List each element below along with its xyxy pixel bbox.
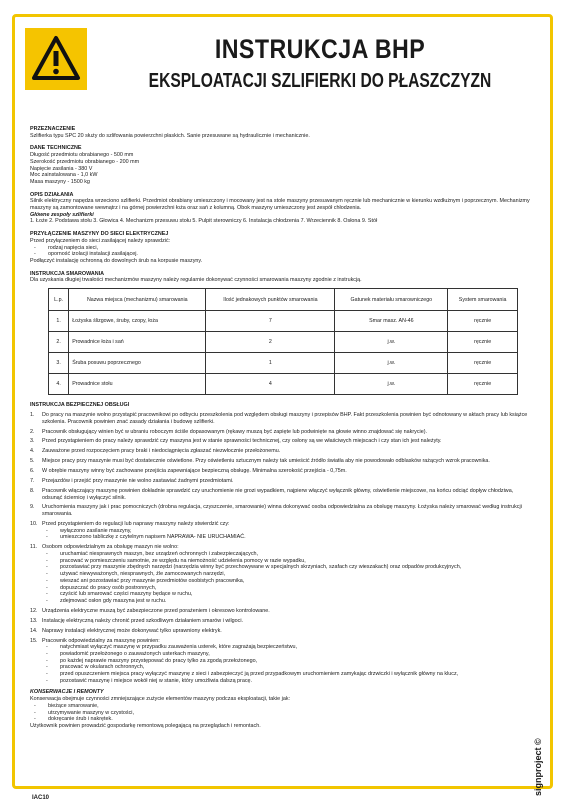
item-number: 14. [30,627,38,634]
table-cell: ręcznie [448,353,518,374]
safety-item [30,488,530,501]
item-number: 13. [30,617,38,624]
dash-marker: - [46,657,48,664]
spec-line: Długość przedmiotu obrabianego - 500 mm [30,152,134,159]
dash-marker: - [46,584,48,591]
table-cell: 2. [49,332,69,353]
dash-marker: - [34,244,36,251]
item-text: Miejsce pracy przy maszynie musi być dostatecznie oświetlone. Przy oświetleniu sztucznym należy tak umieścić źródło światła aby nie powodowało odblasków rażących wzrok pracownika. [42,458,490,465]
item-number: 11. [30,544,38,551]
section-heading: PRZEZNACZENIE [30,126,76,132]
item-body [42,488,530,501]
table-cell: j.w. [335,332,448,353]
dash-item-text: pozostawić maszynę i miejsce wokół niej w stanie, który umożliwia dalszą pracę. [60,677,253,684]
table-cell: 4 [206,374,335,395]
document-body [30,123,530,730]
safety-item [30,458,530,465]
table-row [49,374,518,395]
table-cell: j.w. [335,353,448,374]
section-heading: PRZYŁĄCZENIE MASZYNY DO SIECI ELEKTRYCZNEJ [30,231,169,238]
item-body [42,429,530,436]
item-number: 12. [30,607,38,614]
item-number: 15. [30,637,38,644]
safety-item [30,618,530,625]
dash-marker: - [46,577,48,584]
dash-item-text: dokręcanie śrub i nakrętek. [48,716,113,723]
section-heading: INSTRUKCJA BEZPIECZNEJ OBSŁUGI [30,402,130,409]
brand-mark [532,705,544,795]
dash-item [42,678,530,685]
table-row [49,332,518,353]
dash-item [42,644,530,651]
dash-item-text: wieszać ani pozostawiać przy maszynie przedmiotów osobistych pracownika, [60,577,245,584]
dash-marker: - [46,671,48,678]
table-cell: Łożyska ślizgowe, śruby, czopy, łoża [69,311,206,332]
dash-list [30,245,530,258]
safety-item [30,521,530,541]
item-body [42,628,530,635]
dash-item-text: pracować w okularach ochronnych, [60,664,145,671]
safety-item [30,438,530,445]
table-cell: ręcznie [448,332,518,353]
dash-item [30,703,530,710]
dash-marker: - [46,527,48,534]
item-body [42,638,530,685]
table-cell: Prowadnice łoża i sań [69,332,206,353]
spec-line: Masa maszyny - 1500 kg [30,178,90,185]
section-heading: INSTRUKCJA SMAROWANIA [30,270,105,277]
table-cell: Śruba posuwu poprzecznego [69,353,206,374]
dash-item [42,651,530,658]
dash-marker: - [34,716,36,723]
safety-item [30,412,530,425]
dash-marker: - [46,591,48,598]
dash-item-text: bieżące smarowanie, [48,702,99,709]
item-number: 4. [30,448,35,455]
table-header-cell: Gatunek materiału smarowniczego [335,289,448,311]
dash-item-text: utrzymywanie maszyny w czystości, [48,709,134,716]
safety-item [30,544,530,604]
item-text: Przejazdów i przejść przy maszynie nie wolno zastawiać żadnymi przedmiotami. [42,478,234,484]
dash-marker: - [46,534,48,541]
table-cell: 4. [49,374,69,395]
dash-item-text: czyścić lub smarować części maszyny będące w ruchu, [60,591,193,598]
item-text: Pracownik obsługujący winien być w ubraniu roboczym ściśle dopasowanym (rękawy muszą być zapięte lub podwinięte na głowie winno znajdować się nakrycie). [42,428,428,435]
spec-line: Napięcie zasilania - 380 V [30,165,93,172]
warning-icon [25,28,87,90]
spec-line: Moc zainstalowana - 1,0 kW [30,172,98,179]
dash-item [30,716,530,723]
dash-item-text: używać niewyważonych, niesprawnych, źle zamocowanych narzędzi, [60,571,226,578]
dash-list [30,703,530,723]
item-body [42,412,530,425]
dash-item-text: przed opuszczeniem miejsca pracy wyłączyć maszynę z sieci i zabezpieczyć ją przed przypadkowym uruchomieniem zamykając drzwiczki i wyłącznik główny na klucz, [60,671,459,678]
table-cell: 1. [49,311,69,332]
section-heading: OPIS DZIAŁANIA [30,191,74,198]
item-number: 10. [30,521,38,528]
safety-item [30,504,530,517]
safety-item [30,448,530,455]
dash-item [42,658,530,665]
dash-item-text: natychmiast wyłączyć maszynę w przypadku zauważenia usterek, które zagrażają bezpieczeństwu, [60,644,297,651]
dash-item [42,534,530,541]
safety-item [30,478,530,485]
dash-item [42,564,530,571]
dash-marker: - [46,571,48,578]
dash-item [42,558,530,565]
paragraph: Podłączyć instalację ochronną do dowolnych śrub na korpusie maszyny. [30,257,203,264]
dash-item [30,710,530,717]
paragraph: 1. Łoże 2. Podstawa stołu 3. Głowica 4. Mechanizm przesuwu stołu 5. Pulpit sterowniczy 6. Instalacja chłodzenia 7. Wrzeciennik 8. Osłona 9. Stół [30,218,378,225]
table-row [49,311,518,332]
dash-marker: - [46,564,48,571]
table-cell: 7 [206,311,335,332]
dash-marker: - [46,650,48,657]
table-cell: 3. [49,353,69,374]
paragraph: Szlifierka typu SPC 20 służy do szlifowania powierzchni płaskich. Sanie przesuwane są hydraulicznie i mechanicznie. [30,132,310,139]
dash-marker: - [34,709,36,716]
item-text: Urządzenia elektryczne muszą być zabezpieczone przed porażeniem i okresowo kontrolowane. [42,607,270,614]
item-body [42,458,530,465]
dash-marker: - [46,557,48,564]
dash-marker: - [34,702,36,709]
dash-marker: - [46,551,48,558]
dash-item-text: rodzaj napięcia sieci, [48,244,99,251]
table-cell: Smar masz. AN-46 [335,311,448,332]
dash-item-text: umieszczono tabliczkę z czytelnym napisem NAPRAWA- NIE URUCHAMIAĆ. [60,534,246,541]
item-text: W obrębie maszyny winny być zachowane przejścia zapewniające bezpieczną obsługę. Minimalna szerokość przejścia - 0,75m. [42,468,347,475]
dash-marker: - [46,677,48,684]
table-cell: Prowadnice stołu [69,374,206,395]
item-text: Pracownik odpowiedzialny za maszynę powinien: [42,637,160,644]
item-text: Uruchomienia maszyny jak i prac pomocniczych (drobna regulacja, czyszczenie, smarowanie) winna dokonywać osoba odpowiedzialna za obsługę maszyny. Łożyska należy smarować według instrukcji smarowania. [42,504,522,518]
item-number: 5. [30,458,35,465]
item-body [42,504,530,517]
dash-item [42,664,530,671]
table-cell: ręcznie [448,311,518,332]
dash-item-text: zdejmować osłon gdy maszyna jest w ruchu. [60,598,167,604]
table-cell: j.w. [335,374,448,395]
paragraph: Silnik elektryczny napędza wrzeciono szlifierki. Przedmiot obrabiany umieszczony i mocowany jest na stole maszyny przesuwanym ręcznie lub mechanicznie w kierunku wzdłużnym i poprzecznym. Mechanizmy maszyny są zamontowane wewnątrz i na górnej powierzchni łoża oraz sań z kolumną. Obok maszyny umieszczony jest zespół chłodzenia. [30,198,530,212]
item-body [42,448,530,455]
paragraph: Przed przyłączeniem do sieci zasilającej należy sprawdzić: [30,237,171,244]
item-number: 7. [30,478,35,484]
table-header-cell: System smarowania [448,289,518,311]
dash-marker: - [46,664,48,671]
section-heading: DANE TECHNICZNE [30,145,82,152]
item-number: 1. [30,411,35,418]
dash-item-text: wyłączono zasilanie maszyny, [60,527,132,534]
safety-item [30,638,530,685]
table-cell: 1 [206,353,335,374]
table-cell: 2 [206,332,335,353]
dash-item [42,598,530,605]
safety-item [30,628,530,635]
dash-item-text: pozostawiać przy maszynie zbędnych narzędzi (narzędzia winny być przechowywane w specjalnych skrzyniach, szafach czy wieszakach) oraz odpadów produkcyjnych, [60,564,462,571]
dash-item-text: dopuszczać do pracy osób postronnych, [60,584,157,591]
dash-item-text: powiadomić przełożonego o zauważonych usterkach maszyny, [60,650,210,657]
item-number: 8. [30,487,35,494]
table-cell: ręcznie [448,374,518,395]
safety-item [30,468,530,475]
item-body [42,438,530,445]
item-text: Naprawy instalacji elektrycznej może dokonywać tylko uprawniony elektryk. [42,627,222,634]
specs-list [30,152,530,186]
item-number: 2. [30,428,35,435]
table-row [49,353,518,374]
item-body [42,618,530,625]
table-header-cell: Nazwa miejsca (mechanizmu) smarowania [69,289,206,311]
item-text: Zauważone przed rozpoczęciem pracy braki i niedociągnięcia zgłaszać niezwłocznie przełożonemu. [42,448,281,455]
dash-item-text: pracować w pomieszczeniu samotnie, ze względu na niemożność udzielenia pomocy w razie wypadku, [60,557,306,564]
dash-item [42,585,530,592]
dash-item [42,591,530,598]
dash-marker: - [34,251,36,258]
item-text: Pracownik włączający maszynę powinien dokładnie sprawdzić czy uruchomienie nie grozi wypadkiem, najpierw włączyć wyłącznik główny, oświetlenie miejscowe, na końcu odciąć dopływ chłodziwa, odsunąć ściernicę i wyłączyć silnik. [42,487,514,501]
product-code: IAC10 [32,795,50,801]
item-body [42,521,530,541]
dash-item [30,245,530,252]
item-number: 9. [30,504,35,511]
paragraph: Konserwacja obejmuje czynności zmniejszające zużycie elementów maszyny podczas eksploatacji, takie jak: [30,696,291,703]
item-text: Przed przystąpieniem do regulacji lub naprawy maszyny należy stwierdzić czy: [42,521,230,528]
dash-marker: - [46,598,48,604]
item-body [42,478,530,485]
dash-item [42,551,530,558]
item-body [42,608,530,615]
paragraph: Dla uzyskania długiej trwałości mechanizmów maszyny należy regularnie dokonywać czynności smarowania maszyny zgodnie z instrukcją. [30,277,362,284]
dash-item [42,578,530,585]
item-number: 6. [30,468,35,475]
brand-text: signproject © [533,738,543,796]
dash-item [42,671,530,678]
dash-item-text: oporność izolacji instalacji zasilającej. [48,251,138,258]
dash-item [30,251,530,258]
safety-item [30,429,530,436]
dash-item-text: po każdej naprawie maszyny przystępować do pracy tylko za zgodą przełożonego, [60,657,258,664]
spec-line: Szerokość przedmiotu obrabianego - 200 mm [30,158,140,165]
paragraph: Użytkownik powinien prowadzić gospodarkę remontową polegającą na przeglądach i remontach. [30,723,261,729]
item-text: Osobom odpowiedzialnym za obsługę maszyn nie wolno: [42,544,179,551]
section-heading: KONSERWACJE I REMONTY [30,689,104,696]
dash-marker: - [46,644,48,651]
dash-item [42,571,530,578]
item-text: Do pracy na maszynie wolno przystąpić pracownikowi po odbyciu przeszkolenia pod względem obsługi maszyny i przepisów BHP. Fakt przeszkolenia powinien być odnotowany w aktach pracy lub książce szkolenia. Pracownik powinien znać zasady działania i budowę szlifierki. [42,411,528,425]
safety-list [30,412,530,685]
page-title: INSTRUKCJA BHP [214,34,426,64]
sub-heading: Główne zespoły szlifierki [30,211,94,218]
safety-item [30,608,530,615]
table-header-cell: Ilość jednakowych punktów smarowania [206,289,335,311]
item-text: Instalację elektryczną należy chronić przed szkodliwym działaniem smarów i wilgoci. [42,617,244,624]
item-body [42,468,530,475]
item-number: 3. [30,438,35,445]
item-body [42,544,530,604]
lubrication-table [48,288,518,395]
page-subtitle: EKSPLOATACJI SZLIFIERKI DO PŁASZCZYZN [148,70,492,92]
table-header-cell: L.p. [49,289,69,311]
item-text: Przed przystąpieniem do pracy należy sprawdzić czy maszyna jest w stanie sprawności technicznej, czy osłony są we właściwych miejscach i czy stan ich jest należyty. [42,438,442,445]
dash-item-text: uruchamiać niesprawnych maszyn, bez urządzeń ochronnych i zabezpieczających, [60,551,259,558]
